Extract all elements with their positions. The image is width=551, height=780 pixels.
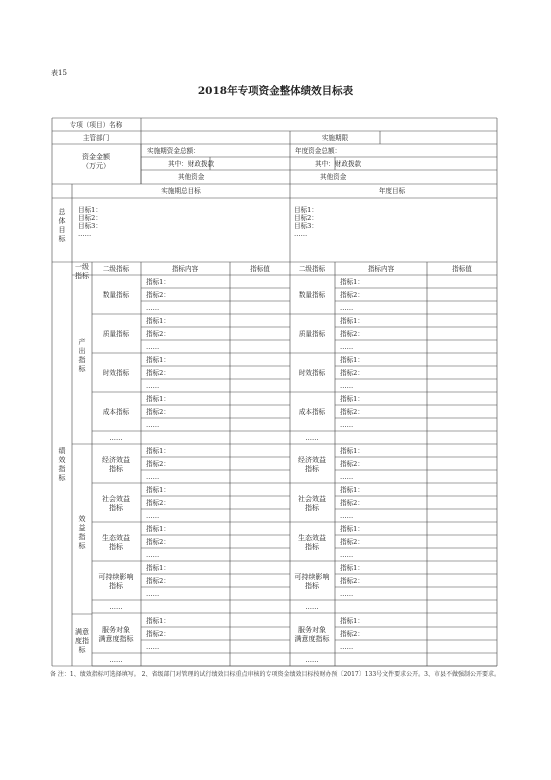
indicator-ellipsis-left: …… — [146, 304, 160, 312]
amount-label: 资金金额 （万元） — [82, 153, 110, 170]
indicator-2-right: 指标2： — [340, 330, 364, 338]
level2-ellipsis-left: …… — [109, 603, 123, 611]
goal-item-right: 目标1： — [294, 206, 318, 214]
level2-economic-left: 经济效益 指标 — [102, 456, 130, 473]
indicator-1-right: 指标1： — [340, 564, 364, 572]
indicator-2-right: 指标2： — [340, 291, 364, 299]
indicator-ellipsis-left: …… — [146, 343, 160, 351]
indicator-ellipsis-right: …… — [340, 304, 354, 312]
indicator-1-right: 指标1： — [340, 617, 364, 625]
fiscal-label-right: 其中：财政拨款 — [315, 160, 362, 168]
indicator-1-left: 指标1： — [146, 486, 170, 494]
indicator-2-right: 指标2： — [340, 630, 364, 638]
indicator-1-left: 指标1： — [146, 317, 170, 325]
indicator-ellipsis-left: …… — [146, 382, 160, 390]
level2-ellipsis-left: …… — [109, 656, 123, 664]
indicator-2-left: 指标2： — [146, 291, 170, 299]
category-output-label: 产 出 指 标 — [78, 338, 86, 373]
goal-item-left: …… — [78, 230, 92, 238]
indicator-1-right: 指标1： — [340, 486, 364, 494]
total-period-label: 实施期资金总额： — [147, 147, 200, 155]
level2-quality-right: 质量指标 — [298, 330, 326, 338]
page-title: 2018年专项资金整体绩效目标表 — [197, 85, 354, 97]
level2-ellipsis-right: …… — [305, 656, 319, 664]
level2-quantity-right: 数量指标 — [298, 291, 326, 299]
indicator-2-left: 指标2： — [146, 630, 170, 638]
indicator-1-right: 指标1： — [340, 278, 364, 286]
level2-time-right: 时效指标 — [298, 369, 326, 377]
indicator-2-left: 指标2： — [146, 330, 170, 338]
fiscal-label-left: 其中：财政拨款 — [168, 160, 215, 168]
indicator-2-left: 指标2： — [146, 460, 170, 468]
indicator-1-right: 指标1： — [340, 317, 364, 325]
indicator-2-right: 指标2： — [340, 460, 364, 468]
content-header-left: 指标内容 — [171, 265, 199, 273]
goal-item-right: 目标2： — [294, 214, 318, 222]
indicator-2-right: 指标2： — [340, 538, 364, 546]
level2-time-left: 时效指标 — [102, 369, 130, 377]
level2-sustain-right: 可持续影响 指标 — [294, 573, 330, 590]
perf-row-label: 绩 效 指 标 — [58, 447, 66, 482]
level2-ellipsis-right: …… — [305, 434, 319, 442]
indicator-ellipsis-left: …… — [146, 473, 160, 481]
goal-item-right: 目标3： — [294, 222, 318, 230]
indicator-1-left: 指标1： — [146, 564, 170, 572]
level2-economic-right: 经济效益 指标 — [298, 456, 326, 473]
indicator-1-right: 指标1： — [340, 395, 364, 403]
indicator-ellipsis-left: …… — [146, 643, 160, 651]
level2-header-right: 二级指标 — [298, 265, 326, 273]
indicator-1-left: 指标1： — [146, 395, 170, 403]
dept-label: 主管部门 — [82, 134, 110, 142]
indicator-ellipsis-left: …… — [146, 590, 160, 598]
indicator-ellipsis-right: …… — [340, 643, 354, 651]
indicator-ellipsis-left: …… — [146, 551, 160, 559]
level2-service-right: 服务对象 满意度指标 — [294, 626, 330, 643]
other-label-left: 其他资金 — [178, 173, 205, 181]
indicator-ellipsis-left: …… — [146, 421, 160, 429]
indicator-2-right: 指标2： — [340, 499, 364, 507]
indicator-1-right: 指标1： — [340, 447, 364, 455]
indicator-ellipsis-right: …… — [340, 421, 354, 429]
indicator-2-right: 指标2： — [340, 369, 364, 377]
period-label: 实施期限 — [321, 134, 349, 142]
level2-quality-left: 质量指标 — [102, 330, 130, 338]
level1-header: 一级 指标 — [75, 263, 89, 280]
goal-item-left: 目标2： — [78, 214, 102, 222]
indicator-1-left: 指标1： — [146, 525, 170, 533]
project-name-label: 专项（项目）名称 — [69, 121, 123, 129]
indicator-ellipsis-right: …… — [340, 382, 354, 390]
other-label-right: 其他资金 — [320, 173, 347, 181]
level2-service-left: 服务对象 满意度指标 — [98, 626, 134, 643]
goal-item-left: 目标1： — [78, 206, 102, 214]
level2-cost-right: 成本指标 — [298, 408, 326, 416]
level2-sustain-left: 可持续影响 指标 — [98, 573, 134, 590]
indicator-1-right: 指标1： — [340, 525, 364, 533]
indicator-1-right: 指标1： — [340, 356, 364, 364]
footnote: 备 注：1、绩效指标可选择填写。 2、省级部门对管理的试行绩效目标重点审核的专项资金绩效目标按财办预〔2017〕133号文件要求公开。3、市县不做强制公开要求。 — [50, 671, 500, 678]
indicator-2-left: 指标2： — [146, 538, 170, 546]
indicator-1-left: 指标1： — [146, 356, 170, 364]
level2-eco-right: 生态效益 指标 — [298, 534, 326, 551]
goal-item-left: 目标3： — [78, 222, 102, 230]
indicator-2-left: 指标2： — [146, 499, 170, 507]
period-goal-header: 实施期总目标 — [161, 187, 201, 195]
indicator-2-left: 指标2： — [146, 408, 170, 416]
indicator-ellipsis-right: …… — [340, 551, 354, 559]
indicator-ellipsis-right: …… — [340, 473, 354, 481]
goal-item-right: …… — [294, 230, 308, 238]
table-number: 表15 — [51, 69, 67, 77]
indicator-2-left: 指标2： — [146, 577, 170, 585]
content-header-right: 指标内容 — [367, 265, 395, 273]
annual-goal-header: 年度目标 — [378, 187, 406, 195]
level2-social-right: 社会效益 指标 — [298, 495, 326, 512]
level2-social-left: 社会效益 指标 — [102, 495, 130, 512]
value-header-right: 指标值 — [452, 265, 472, 273]
indicator-1-left: 指标1： — [146, 447, 170, 455]
goals-row-label: 总 体 目 标 — [58, 208, 66, 243]
level2-ellipsis-right: …… — [305, 603, 319, 611]
category-satisfaction-label: 满意 度指 标 — [75, 628, 89, 654]
indicator-1-left: 指标1： — [146, 278, 170, 286]
indicator-ellipsis-right: …… — [340, 343, 354, 351]
indicator-2-left: 指标2： — [146, 369, 170, 377]
category-benefit-label: 效 益 指 标 — [78, 515, 86, 550]
indicator-2-right: 指标2： — [340, 408, 364, 416]
indicator-ellipsis-right: …… — [340, 512, 354, 520]
level2-header-left: 二级指标 — [102, 265, 130, 273]
level2-cost-left: 成本指标 — [102, 408, 130, 416]
indicator-ellipsis-right: …… — [340, 590, 354, 598]
level2-eco-left: 生态效益 指标 — [102, 534, 130, 551]
level2-ellipsis-left: …… — [109, 434, 123, 442]
level2-quantity-left: 数量指标 — [102, 291, 130, 299]
indicator-1-left: 指标1： — [146, 617, 170, 625]
annual-total-label: 年度资金总额： — [295, 147, 342, 155]
indicator-2-right: 指标2： — [340, 577, 364, 585]
indicator-ellipsis-left: …… — [146, 512, 160, 520]
value-header-left: 指标值 — [250, 265, 270, 273]
